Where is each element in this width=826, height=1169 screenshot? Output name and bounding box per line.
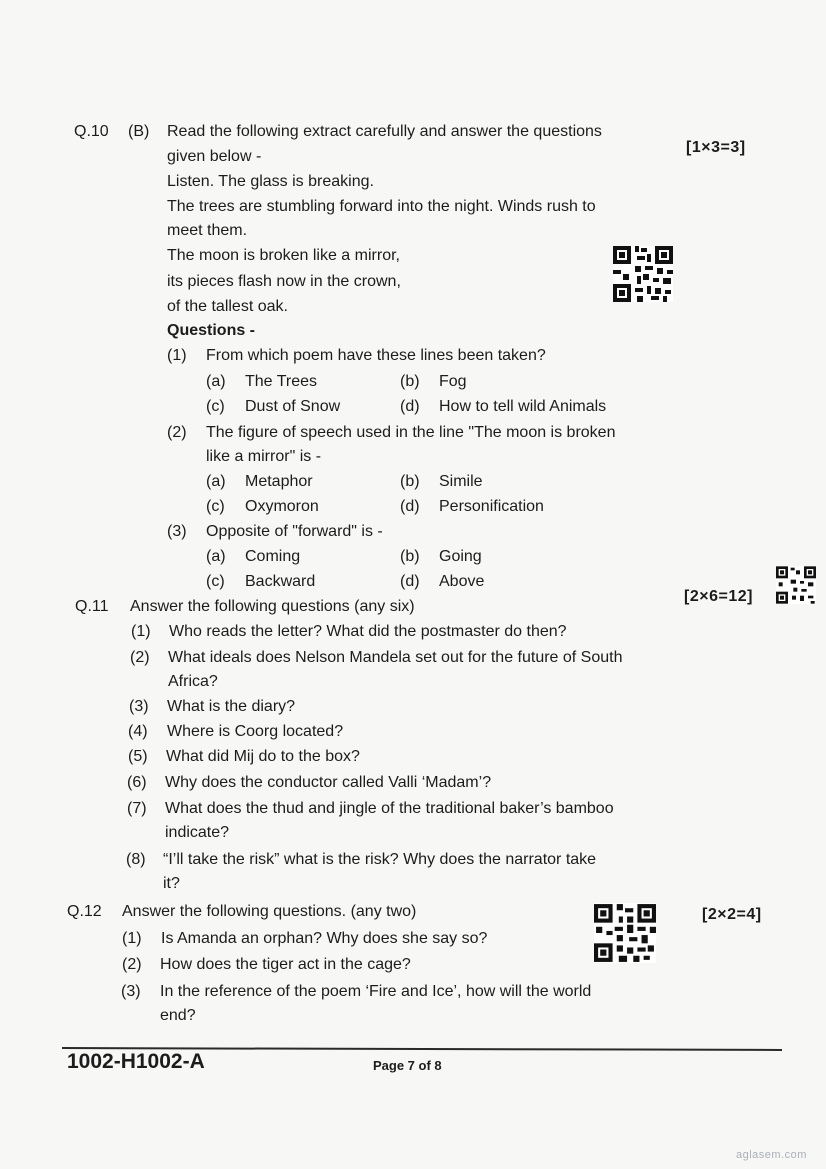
q10-instruction: Read the following extract carefully and answer the questions xyxy=(167,123,602,140)
option-label: (c) xyxy=(206,498,225,515)
qr-code-icon xyxy=(776,566,816,604)
option-label: (b) xyxy=(400,548,420,565)
option-label: (c) xyxy=(206,573,225,590)
option-text: Metaphor xyxy=(245,473,313,490)
q10-instruction-cont: given below - xyxy=(167,148,262,165)
q12-item-number: (1) xyxy=(122,930,142,947)
q12-item-number: (3) xyxy=(121,983,141,1000)
option-label: (a) xyxy=(206,373,226,390)
q11-item-number: (3) xyxy=(129,698,149,715)
option-text: Backward xyxy=(245,573,316,590)
option-text: Personification xyxy=(439,498,544,515)
q11-item-number: (5) xyxy=(128,748,148,765)
q10-marks: [1×3=3] xyxy=(686,139,746,156)
q11-instruction: Answer the following questions (any six) xyxy=(130,598,415,615)
q11-item-text: What did Mij do to the box? xyxy=(166,748,360,765)
option-text: Oxymoron xyxy=(245,498,319,515)
sub-question-number: (2) xyxy=(167,424,187,441)
q12-instruction: Answer the following questions. (any two) xyxy=(122,903,417,920)
q11-item-text: What is the diary? xyxy=(167,698,296,715)
sub-question-number: (1) xyxy=(167,347,187,364)
page-number: Page 7 of 8 xyxy=(373,1058,442,1073)
qr-code-icon xyxy=(613,246,673,302)
q11-item-text: What does the thud and jingle of the traditional baker’s bamboo xyxy=(165,800,614,817)
option-label: (a) xyxy=(206,473,226,490)
q12-item-text: In the reference of the poem ‘Fire and Ice’, how will the world xyxy=(160,983,592,1000)
q12-item-text-cont: end? xyxy=(160,1007,196,1024)
q10-number: Q.10 xyxy=(74,123,109,140)
option-text: Going xyxy=(439,548,482,565)
option-label: (d) xyxy=(400,498,420,515)
watermark: aglasem.com xyxy=(736,1149,807,1161)
q12-item-number: (2) xyxy=(122,956,142,973)
sub-question-text-cont: like a mirror" is - xyxy=(206,448,322,465)
q10-part: (B) xyxy=(128,123,150,140)
q11-item-number: (1) xyxy=(131,623,151,640)
q11-item-number: (6) xyxy=(127,774,147,791)
qr-code-icon xyxy=(594,903,656,963)
extract-line: its pieces flash now in the crown, xyxy=(167,273,401,290)
q12-item-text: Is Amanda an orphan? Why does she say so? xyxy=(161,930,488,947)
q11-item-text: Who reads the letter? What did the postmaster do then? xyxy=(169,623,567,640)
option-text: Above xyxy=(439,573,485,590)
q11-item-text: Where is Coorg located? xyxy=(167,723,344,740)
option-label: (b) xyxy=(400,373,420,390)
option-text: Coming xyxy=(245,548,301,565)
q11-item-text: What ideals does Nelson Mandela set out for the future of South xyxy=(168,649,623,666)
q11-item-number: (8) xyxy=(126,851,146,868)
q11-item-text-cont: indicate? xyxy=(165,824,230,841)
q11-item-number: (2) xyxy=(130,649,150,666)
option-label: (d) xyxy=(400,398,420,415)
option-label: (c) xyxy=(206,398,225,415)
extract-line: Listen. The glass is breaking. xyxy=(167,173,374,190)
extract-line: meet them. xyxy=(167,222,248,239)
extract-line: of the tallest oak. xyxy=(167,298,288,315)
q11-item-number: (4) xyxy=(128,723,148,740)
questions-heading: Questions - xyxy=(167,322,256,339)
q11-item-text: Why does the conductor called Valli ‘Madam’? xyxy=(165,774,492,791)
option-label: (a) xyxy=(206,548,226,565)
sub-question-text: The figure of speech used in the line "The moon is broken xyxy=(206,424,616,441)
sub-question-text: From which poem have these lines been taken? xyxy=(206,347,546,364)
option-text: How to tell wild Animals xyxy=(439,398,607,415)
option-text: Fog xyxy=(439,373,467,390)
q11-item-text-cont: it? xyxy=(163,875,180,892)
q11-item-number: (7) xyxy=(127,800,147,817)
option-text: Dust of Snow xyxy=(245,398,341,415)
q11-item-text-cont: Africa? xyxy=(168,673,218,690)
option-text: The Trees xyxy=(245,373,318,390)
sub-question-text: Opposite of "forward" is - xyxy=(206,523,383,540)
q12-marks: [2×2=4] xyxy=(702,906,762,923)
sub-question-number: (3) xyxy=(167,523,187,540)
option-text: Simile xyxy=(439,473,483,490)
extract-line: The trees are stumbling forward into the night. Winds rush to xyxy=(167,198,596,215)
extract-line: The moon is broken like a mirror, xyxy=(167,247,400,264)
q11-marks: [2×6=12] xyxy=(684,588,753,605)
option-label: (b) xyxy=(400,473,420,490)
q11-number: Q.11 xyxy=(75,598,109,615)
option-label: (d) xyxy=(400,573,420,590)
q12-item-text: How does the tiger act in the cage? xyxy=(160,956,411,973)
paper-code: 1002-H1002-A xyxy=(67,1050,205,1073)
q11-item-text: “I’ll take the risk” what is the risk? Why does the narrator take xyxy=(163,851,597,868)
q12-number: Q.12 xyxy=(67,903,102,920)
